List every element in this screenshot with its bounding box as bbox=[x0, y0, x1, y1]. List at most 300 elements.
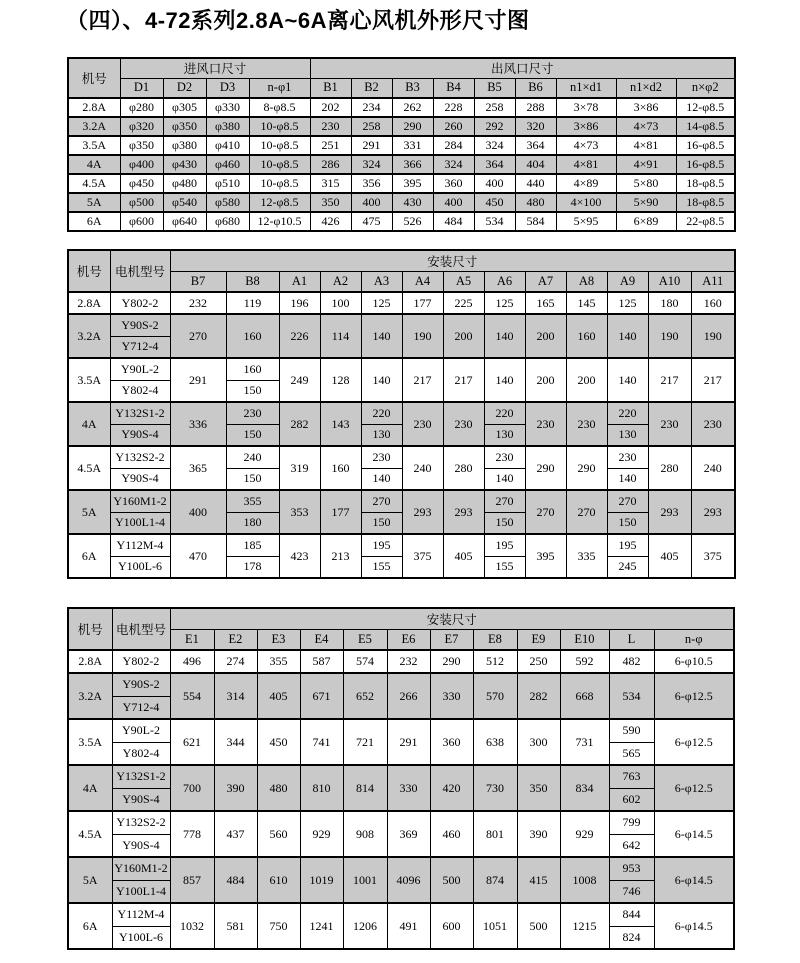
cell: 450 bbox=[474, 193, 515, 212]
cell: 3.5A bbox=[68, 136, 120, 155]
cell: 638 bbox=[473, 719, 517, 765]
table-row bbox=[68, 117, 735, 136]
cell: 10-φ8.5 bbox=[249, 136, 310, 155]
cell: 584 bbox=[515, 212, 556, 231]
cell: 4.5A bbox=[68, 446, 110, 490]
cell: 642 bbox=[609, 834, 654, 857]
cell: 290 bbox=[566, 446, 607, 490]
cell: 282 bbox=[279, 402, 320, 446]
column-header: B1 bbox=[310, 78, 351, 98]
table-row bbox=[68, 136, 735, 155]
cell: Y802-2 bbox=[110, 292, 170, 314]
cell: 324 bbox=[474, 136, 515, 155]
cell: 336 bbox=[170, 402, 226, 446]
column-header: E4 bbox=[300, 629, 343, 650]
cell: 3×78 bbox=[556, 98, 616, 117]
cell: 5×95 bbox=[556, 212, 616, 231]
cell: 801 bbox=[473, 811, 517, 857]
cell: 228 bbox=[433, 98, 474, 117]
cell: 750 bbox=[257, 903, 300, 949]
cell: 4×89 bbox=[556, 174, 616, 193]
cell: 284 bbox=[433, 136, 474, 155]
cell: 150 bbox=[226, 424, 279, 446]
cell: 200 bbox=[525, 358, 566, 402]
cell: 592 bbox=[560, 650, 609, 673]
column-header: A8 bbox=[566, 271, 607, 292]
cell: 390 bbox=[517, 811, 560, 857]
cell: 140 bbox=[607, 468, 648, 490]
cell: 178 bbox=[226, 556, 279, 578]
cell: 814 bbox=[343, 765, 387, 811]
cell: 230 bbox=[361, 446, 402, 468]
cell: 4×81 bbox=[616, 136, 676, 155]
cell: 6-φ14.5 bbox=[654, 903, 734, 949]
cell: 270 bbox=[525, 490, 566, 534]
cell: 746 bbox=[609, 880, 654, 903]
column-header: E9 bbox=[517, 629, 560, 650]
cell: 369 bbox=[387, 811, 430, 857]
cell: Y132S2-2 bbox=[110, 446, 170, 468]
cell: 155 bbox=[361, 556, 402, 578]
cell: 160 bbox=[320, 446, 361, 490]
cell: 953 bbox=[609, 857, 654, 880]
cell: 400 bbox=[433, 193, 474, 212]
column-header: E2 bbox=[214, 629, 257, 650]
cell: 4.5A bbox=[68, 811, 112, 857]
column-header: B7 bbox=[170, 271, 226, 292]
cell: 160 bbox=[226, 358, 279, 380]
cell: Y132S2-2 bbox=[112, 811, 170, 834]
column-header: A3 bbox=[361, 271, 402, 292]
cell: 730 bbox=[473, 765, 517, 811]
header-row bbox=[68, 58, 735, 78]
cell: 3.5A bbox=[68, 358, 110, 402]
cell: Y132S1-2 bbox=[110, 402, 170, 424]
table-row bbox=[68, 193, 735, 212]
cell: 6-φ12.5 bbox=[654, 719, 734, 765]
cell: 200 bbox=[566, 358, 607, 402]
table-row bbox=[68, 98, 735, 117]
cell: 16-φ8.5 bbox=[676, 155, 735, 174]
cell: 315 bbox=[310, 174, 351, 193]
cell: 217 bbox=[691, 358, 735, 402]
cell: φ305 bbox=[163, 98, 206, 117]
cell: 512 bbox=[473, 650, 517, 673]
cell: 929 bbox=[300, 811, 343, 857]
cell: 150 bbox=[607, 512, 648, 534]
cell: 4A bbox=[68, 402, 110, 446]
cell: 125 bbox=[607, 292, 648, 314]
cell: 22-φ8.5 bbox=[676, 212, 735, 231]
cell: 240 bbox=[226, 446, 279, 468]
cell: 2.8A bbox=[68, 650, 112, 673]
cell: 14-φ8.5 bbox=[676, 117, 735, 136]
cell: 230 bbox=[484, 446, 525, 468]
column-header: 机号 bbox=[68, 250, 110, 292]
cell: 10-φ8.5 bbox=[249, 117, 310, 136]
cell: 437 bbox=[214, 811, 257, 857]
cell: Y90S-4 bbox=[112, 788, 170, 811]
header-row bbox=[68, 78, 735, 98]
cell: 460 bbox=[430, 811, 473, 857]
cell: 155 bbox=[484, 556, 525, 578]
cell: 217 bbox=[443, 358, 484, 402]
cell: 195 bbox=[361, 534, 402, 556]
column-header: B3 bbox=[392, 78, 433, 98]
table-installation-dimensions-e bbox=[67, 607, 735, 950]
cell: 496 bbox=[170, 650, 214, 673]
column-header: 电机型号 bbox=[110, 250, 170, 292]
cell: 226 bbox=[279, 314, 320, 358]
cell: 258 bbox=[351, 117, 392, 136]
cell: 150 bbox=[361, 512, 402, 534]
header-row bbox=[68, 608, 734, 629]
column-header: B2 bbox=[351, 78, 392, 98]
cell: φ600 bbox=[120, 212, 163, 231]
cell: Y90L-2 bbox=[112, 719, 170, 742]
cell: 721 bbox=[343, 719, 387, 765]
cell: φ640 bbox=[163, 212, 206, 231]
cell: 8-φ8.5 bbox=[249, 98, 310, 117]
cell: 741 bbox=[300, 719, 343, 765]
cell: 190 bbox=[691, 314, 735, 358]
cell: 290 bbox=[392, 117, 433, 136]
cell: 4096 bbox=[387, 857, 430, 903]
cell: 119 bbox=[226, 292, 279, 314]
table-inlet-outlet-dimensions bbox=[67, 57, 736, 232]
column-header: A9 bbox=[607, 271, 648, 292]
table-row bbox=[68, 212, 735, 231]
cell: 217 bbox=[402, 358, 443, 402]
table-row bbox=[68, 673, 734, 696]
cell: 360 bbox=[433, 174, 474, 193]
cell: 731 bbox=[560, 719, 609, 765]
column-header: n×φ2 bbox=[676, 78, 735, 98]
cell: 3×86 bbox=[616, 98, 676, 117]
cell: 1051 bbox=[473, 903, 517, 949]
cell: 4×73 bbox=[556, 136, 616, 155]
cell: φ680 bbox=[206, 212, 249, 231]
cell: 288 bbox=[515, 98, 556, 117]
table-row bbox=[68, 155, 735, 174]
cell: 6-φ12.5 bbox=[654, 765, 734, 811]
cell: 356 bbox=[351, 174, 392, 193]
cell: 6A bbox=[68, 534, 110, 578]
cell: 220 bbox=[361, 402, 402, 424]
cell: 475 bbox=[351, 212, 392, 231]
cell: φ400 bbox=[120, 155, 163, 174]
column-header: A11 bbox=[691, 271, 735, 292]
table-row bbox=[68, 512, 735, 534]
cell: 6A bbox=[68, 212, 120, 231]
cell: 600 bbox=[430, 903, 473, 949]
column-header: A5 bbox=[443, 271, 484, 292]
cell: 258 bbox=[474, 98, 515, 117]
table-row bbox=[68, 468, 735, 490]
cell: Y100L1-4 bbox=[110, 512, 170, 534]
column-header: n1×d1 bbox=[556, 78, 616, 98]
table-row bbox=[68, 446, 735, 468]
cell: 128 bbox=[320, 358, 361, 402]
table-row bbox=[68, 292, 735, 314]
cell: 668 bbox=[560, 673, 609, 719]
cell: 143 bbox=[320, 402, 361, 446]
cell: 810 bbox=[300, 765, 343, 811]
cell: 130 bbox=[484, 424, 525, 446]
cell: Y160M1-2 bbox=[110, 490, 170, 512]
cell: Y90L-2 bbox=[110, 358, 170, 380]
column-header: A1 bbox=[279, 271, 320, 292]
cell: 423 bbox=[279, 534, 320, 578]
cell: 177 bbox=[320, 490, 361, 534]
cell: 824 bbox=[609, 926, 654, 949]
cell: 4A bbox=[68, 765, 112, 811]
cell: 5×90 bbox=[616, 193, 676, 212]
cell: 3.5A bbox=[68, 719, 112, 765]
cell: 1206 bbox=[343, 903, 387, 949]
cell: 293 bbox=[648, 490, 691, 534]
cell: 799 bbox=[609, 811, 654, 834]
table-installation-dimensions-a bbox=[67, 249, 736, 579]
cell: Y802-4 bbox=[110, 380, 170, 402]
cell: 270 bbox=[170, 314, 226, 358]
cell: 160 bbox=[691, 292, 735, 314]
cell: 405 bbox=[257, 673, 300, 719]
cell: 4A bbox=[68, 155, 120, 174]
cell: 350 bbox=[310, 193, 351, 212]
cell: Y90S-4 bbox=[112, 834, 170, 857]
cell: 240 bbox=[691, 446, 735, 490]
column-header: E7 bbox=[430, 629, 473, 650]
table-row bbox=[68, 424, 735, 446]
cell: 4×91 bbox=[616, 155, 676, 174]
cell: 230 bbox=[648, 402, 691, 446]
column-header: A2 bbox=[320, 271, 361, 292]
cell: 274 bbox=[214, 650, 257, 673]
cell: 140 bbox=[361, 468, 402, 490]
cell: 355 bbox=[257, 650, 300, 673]
cell: 240 bbox=[402, 446, 443, 490]
cell: 140 bbox=[484, 468, 525, 490]
table-row bbox=[68, 857, 734, 880]
table-row bbox=[68, 650, 734, 673]
cell: 6-φ12.5 bbox=[654, 673, 734, 719]
column-header: 安装尺寸 bbox=[170, 250, 735, 271]
cell: 574 bbox=[343, 650, 387, 673]
cell: 6×89 bbox=[616, 212, 676, 231]
cell: 150 bbox=[484, 512, 525, 534]
cell: 763 bbox=[609, 765, 654, 788]
cell: 415 bbox=[517, 857, 560, 903]
header-row bbox=[68, 250, 735, 271]
column-header: A10 bbox=[648, 271, 691, 292]
cell: 12-φ10.5 bbox=[249, 212, 310, 231]
table-row bbox=[68, 314, 735, 336]
cell: 292 bbox=[474, 117, 515, 136]
cell: 202 bbox=[310, 98, 351, 117]
cell: 365 bbox=[170, 446, 226, 490]
cell: 217 bbox=[648, 358, 691, 402]
cell: 2.8A bbox=[68, 292, 110, 314]
cell: 581 bbox=[214, 903, 257, 949]
cell: 293 bbox=[691, 490, 735, 534]
cell: 200 bbox=[525, 314, 566, 358]
cell: 375 bbox=[691, 534, 735, 578]
cell: 140 bbox=[361, 314, 402, 358]
cell: 232 bbox=[170, 292, 226, 314]
cell: 350 bbox=[517, 765, 560, 811]
cell: 400 bbox=[474, 174, 515, 193]
cell: 100 bbox=[320, 292, 361, 314]
cell: φ510 bbox=[206, 174, 249, 193]
table-row bbox=[68, 490, 735, 512]
cell: 364 bbox=[515, 136, 556, 155]
column-header: E3 bbox=[257, 629, 300, 650]
cell: 590 bbox=[609, 719, 654, 742]
cell: Y100L1-4 bbox=[112, 880, 170, 903]
cell: 270 bbox=[361, 490, 402, 512]
cell: φ380 bbox=[206, 117, 249, 136]
cell: Y100L-6 bbox=[112, 926, 170, 949]
cell: 16-φ8.5 bbox=[676, 136, 735, 155]
cell: φ460 bbox=[206, 155, 249, 174]
cell: 602 bbox=[609, 788, 654, 811]
cell: 150 bbox=[226, 380, 279, 402]
cell: 140 bbox=[607, 358, 648, 402]
cell: 324 bbox=[433, 155, 474, 174]
cell: 3×86 bbox=[556, 117, 616, 136]
cell: 270 bbox=[484, 490, 525, 512]
cell: 4×81 bbox=[556, 155, 616, 174]
cell: 2.8A bbox=[68, 98, 120, 117]
cell: 908 bbox=[343, 811, 387, 857]
cell: 282 bbox=[517, 673, 560, 719]
cell: 671 bbox=[300, 673, 343, 719]
cell: 1215 bbox=[560, 903, 609, 949]
cell: 353 bbox=[279, 490, 320, 534]
cell: 5A bbox=[68, 490, 110, 534]
column-header: 机号 bbox=[68, 608, 112, 650]
cell: 331 bbox=[392, 136, 433, 155]
cell: 249 bbox=[279, 358, 320, 402]
cell: 291 bbox=[387, 719, 430, 765]
cell: 262 bbox=[392, 98, 433, 117]
cell: 6-φ14.5 bbox=[654, 857, 734, 903]
table-row bbox=[68, 534, 735, 556]
cell: 390 bbox=[214, 765, 257, 811]
cell: 319 bbox=[279, 446, 320, 490]
table-row bbox=[68, 903, 734, 926]
cell: φ480 bbox=[163, 174, 206, 193]
cell: 230 bbox=[310, 117, 351, 136]
cell: 6A bbox=[68, 903, 112, 949]
cell: 234 bbox=[351, 98, 392, 117]
column-header: E6 bbox=[387, 629, 430, 650]
cell: Y90S-4 bbox=[110, 468, 170, 490]
cell: 874 bbox=[473, 857, 517, 903]
cell: Y90S-2 bbox=[110, 314, 170, 336]
cell: 18-φ8.5 bbox=[676, 193, 735, 212]
cell: φ350 bbox=[163, 117, 206, 136]
cell: 834 bbox=[560, 765, 609, 811]
cell: 500 bbox=[517, 903, 560, 949]
cell: 125 bbox=[361, 292, 402, 314]
cell: Y712-4 bbox=[112, 696, 170, 719]
cell: Y802-2 bbox=[112, 650, 170, 673]
cell: 1241 bbox=[300, 903, 343, 949]
cell: Y132S1-2 bbox=[112, 765, 170, 788]
cell: 844 bbox=[609, 903, 654, 926]
cell: 405 bbox=[443, 534, 484, 578]
cell: 320 bbox=[515, 117, 556, 136]
cell: 560 bbox=[257, 811, 300, 857]
cell: 220 bbox=[607, 402, 648, 424]
table-row bbox=[68, 765, 734, 788]
cell: 5A bbox=[68, 857, 112, 903]
cell: 364 bbox=[474, 155, 515, 174]
cell: 426 bbox=[310, 212, 351, 231]
cell: 652 bbox=[343, 673, 387, 719]
table-row bbox=[68, 402, 735, 424]
column-header: A4 bbox=[402, 271, 443, 292]
cell: 280 bbox=[648, 446, 691, 490]
cell: 180 bbox=[648, 292, 691, 314]
cell: 165 bbox=[525, 292, 566, 314]
page-title: （四）、4-72系列2.8A~6A离心风机外形尺寸图 bbox=[66, 8, 530, 33]
cell: 570 bbox=[473, 673, 517, 719]
cell: 484 bbox=[433, 212, 474, 231]
cell: 400 bbox=[170, 490, 226, 534]
cell: 491 bbox=[387, 903, 430, 949]
table-row bbox=[68, 556, 735, 578]
cell: 230 bbox=[566, 402, 607, 446]
cell: 140 bbox=[484, 314, 525, 358]
cell: 266 bbox=[387, 673, 430, 719]
cell: 125 bbox=[484, 292, 525, 314]
column-header: E1 bbox=[170, 629, 214, 650]
cell: 230 bbox=[607, 446, 648, 468]
cell: Y112M-4 bbox=[112, 903, 170, 926]
cell: φ350 bbox=[120, 136, 163, 155]
cell: 395 bbox=[525, 534, 566, 578]
cell: 3.2A bbox=[68, 673, 112, 719]
cell: 430 bbox=[392, 193, 433, 212]
cell: 4×73 bbox=[616, 117, 676, 136]
cell: 145 bbox=[566, 292, 607, 314]
cell: 534 bbox=[609, 673, 654, 719]
cell: 260 bbox=[433, 117, 474, 136]
cell: 4×100 bbox=[556, 193, 616, 212]
column-header: A6 bbox=[484, 271, 525, 292]
cell: 185 bbox=[226, 534, 279, 556]
cell: 270 bbox=[607, 490, 648, 512]
column-header: E8 bbox=[473, 629, 517, 650]
cell: φ330 bbox=[206, 98, 249, 117]
cell: 160 bbox=[226, 314, 279, 358]
column-header: D1 bbox=[120, 78, 163, 98]
cell: 290 bbox=[525, 446, 566, 490]
cell: 220 bbox=[484, 402, 525, 424]
cell: 4.5A bbox=[68, 174, 120, 193]
cell: 3.2A bbox=[68, 314, 110, 358]
cell: 440 bbox=[515, 174, 556, 193]
cell: 140 bbox=[607, 314, 648, 358]
column-header: B4 bbox=[433, 78, 474, 98]
column-header: B8 bbox=[226, 271, 279, 292]
cell: 314 bbox=[214, 673, 257, 719]
cell: 335 bbox=[566, 534, 607, 578]
cell: 300 bbox=[517, 719, 560, 765]
